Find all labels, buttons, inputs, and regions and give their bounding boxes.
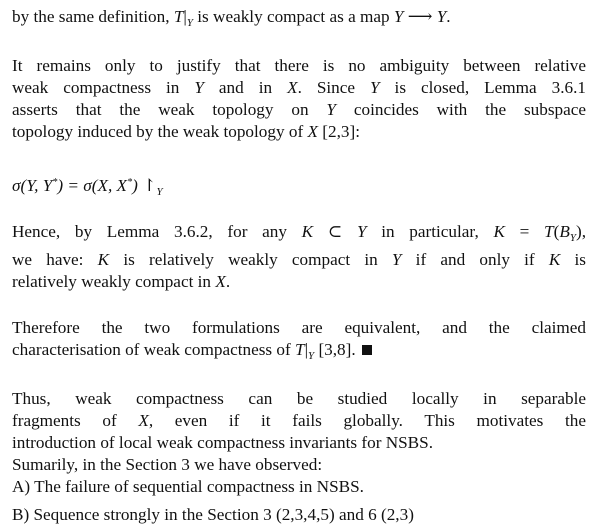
text-fragment: fragments of bbox=[12, 411, 139, 430]
math-subset: ⊂ bbox=[313, 222, 357, 241]
math-X: X bbox=[215, 272, 226, 291]
math-subscript-Y: Y bbox=[308, 350, 315, 362]
text-line: Therefore the two formulations are equivalent, and the claimed bbox=[12, 318, 586, 337]
text-fragment: is closed, Lemma 3.6.1 bbox=[379, 78, 587, 97]
text-fragment: topology induced by the weak topology of bbox=[12, 122, 308, 141]
math-fragment: σ(Y, Y bbox=[12, 176, 53, 195]
text-line bbox=[12, 6, 586, 34]
text-line bbox=[12, 249, 586, 271]
math-T: T bbox=[295, 340, 305, 359]
text-fragment: by the same definition, bbox=[12, 7, 174, 26]
math-Y: Y bbox=[326, 100, 336, 119]
math-subscript-Y: Y bbox=[569, 232, 576, 244]
text-line bbox=[12, 99, 586, 121]
math-K: K bbox=[97, 250, 110, 269]
math-X: X bbox=[138, 411, 149, 430]
text-fragment: and in bbox=[203, 78, 288, 97]
text-line bbox=[12, 77, 586, 99]
math-paren: ), bbox=[575, 222, 586, 241]
text-fragment: relatively weakly compact in bbox=[12, 272, 216, 291]
text-fragment: . bbox=[446, 7, 451, 26]
qed-square-icon bbox=[362, 345, 372, 355]
text-line: It remains only to justify that there is no ambiguity between relative bbox=[12, 56, 586, 75]
text-line: introduction of local weak compactness invariants for NSBS. bbox=[12, 433, 434, 452]
formula-weak-topology bbox=[12, 172, 586, 203]
text-line bbox=[12, 339, 586, 367]
math-Y: Y bbox=[356, 222, 367, 241]
text-line bbox=[12, 271, 586, 293]
math-T: T bbox=[544, 222, 554, 241]
text-line bbox=[12, 221, 586, 249]
math-dual-star: * bbox=[52, 177, 58, 188]
text-fragment: asserts that the weak topology on bbox=[12, 100, 327, 119]
paragraph-relative-compactness bbox=[12, 55, 586, 143]
math-fragment: ) ↾ bbox=[132, 176, 157, 195]
math-formula bbox=[12, 172, 586, 203]
math-Y: Y bbox=[370, 78, 380, 97]
text-fragment: . bbox=[225, 272, 231, 291]
cut-off-text: B) Sequence strongly in the Section 3 (2,3,4,5) and 6 (2,3) bbox=[12, 505, 414, 524]
text-line bbox=[12, 410, 586, 432]
text-fragment: we have: bbox=[12, 250, 98, 269]
text-fragment: is weakly compact as a map bbox=[192, 7, 394, 26]
text-fragment: coincides with the subspace bbox=[335, 100, 586, 119]
math-Y: Y bbox=[194, 78, 204, 97]
text-fragment: is relatively weakly compact in bbox=[109, 250, 392, 269]
text-fragment: , even if it fails globally. This motivates the bbox=[148, 411, 586, 430]
math-subscript-Y: Y bbox=[156, 186, 163, 198]
math-K: K bbox=[548, 250, 561, 269]
paragraph-weakly-compact-map bbox=[12, 6, 586, 34]
math-K: K bbox=[301, 222, 314, 241]
math-B: B bbox=[559, 222, 570, 241]
cut-off-line bbox=[12, 505, 586, 524]
math-dual-star: * bbox=[127, 177, 133, 188]
math-K: K bbox=[493, 222, 505, 241]
paragraph-hence-lemma bbox=[12, 221, 586, 293]
text-fragment: if and only if bbox=[401, 250, 549, 269]
math-X: X bbox=[287, 78, 298, 97]
restriction-bar: | bbox=[183, 7, 187, 26]
math-T: T bbox=[173, 7, 184, 26]
text-fragment: weak compactness in bbox=[12, 78, 195, 97]
paragraph-therefore-equivalent bbox=[12, 317, 586, 367]
restriction-bar: | bbox=[304, 340, 309, 359]
text-fragment: in particular, bbox=[366, 222, 494, 241]
text-line: Sumarily, in the Section 3 we have observed: bbox=[12, 455, 323, 474]
math-X: X bbox=[307, 122, 318, 141]
math-equals: = bbox=[504, 222, 545, 241]
paragraph-thus-locally bbox=[12, 388, 586, 498]
text-fragment: is bbox=[560, 250, 586, 269]
math-paren: ( bbox=[553, 222, 560, 241]
math-map: Y ⟶ Y bbox=[393, 7, 447, 26]
text-fragment: [3,8]. bbox=[314, 340, 356, 359]
text-line bbox=[12, 121, 586, 143]
math-subscript-Y: Y bbox=[186, 17, 193, 29]
math-Y: Y bbox=[391, 250, 402, 269]
text-fragment: characterisation of weak compactness of bbox=[12, 340, 295, 359]
math-fragment: ) = σ(X, X bbox=[57, 176, 128, 195]
text-fragment: . Since bbox=[297, 78, 371, 97]
text-line: Thus, weak compactness can be studied locally in separable bbox=[12, 389, 586, 408]
text-fragment: [2,3]: bbox=[317, 122, 360, 141]
text-fragment: Hence, by Lemma 3.6.2, for any bbox=[12, 222, 302, 241]
list-item-a: A) The failure of sequential compactness in NSBS. bbox=[12, 477, 364, 496]
